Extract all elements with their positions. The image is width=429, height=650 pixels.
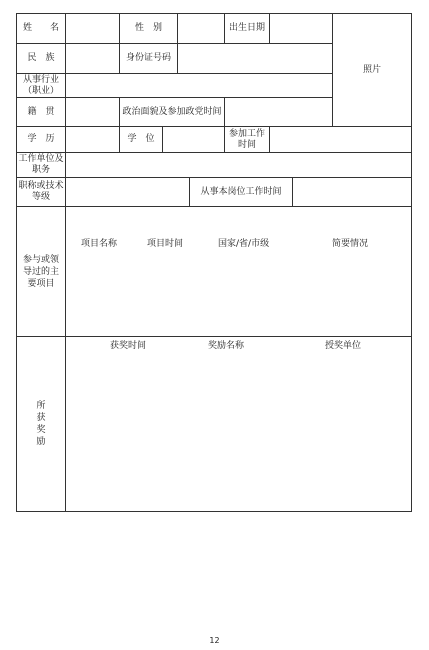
projects-header-level: 国家/省/市级 <box>218 239 270 249</box>
photo-label: 照片 <box>362 64 381 75</box>
political-status-label: 政治面貌及参加政党时间 <box>120 98 225 127</box>
title-value-field[interactable] <box>66 178 190 207</box>
projects-header-summary: 简要情况 <box>332 239 369 249</box>
awards-header-name: 奖励名称 <box>208 341 245 351</box>
education-value-field[interactable] <box>66 127 120 153</box>
projects-header-time: 项目时间 <box>147 239 184 249</box>
awards-side-label: 所获奖励 <box>17 337 66 511</box>
registration-form-table <box>16 13 412 512</box>
employer-value-field[interactable] <box>66 153 411 178</box>
page-number: 12 <box>209 636 220 645</box>
degree-value-field[interactable] <box>163 127 225 153</box>
occupation-value-field[interactable] <box>66 74 333 98</box>
id-number-label: 身份证号码 <box>120 44 178 74</box>
awards-header-time: 获奖时间 <box>110 341 147 351</box>
projects-area[interactable] <box>66 207 411 337</box>
gender-label: 性 别 <box>120 14 178 44</box>
education-label: 学 历 <box>17 127 66 153</box>
id-number-value-field[interactable] <box>178 44 333 74</box>
political-status-value-field[interactable] <box>225 98 333 127</box>
projects-header-name: 项目名称 <box>81 239 118 249</box>
birth-date-label: 出生日期 <box>225 14 270 44</box>
photo-box[interactable] <box>333 14 411 127</box>
work-start-value-field[interactable] <box>270 127 411 153</box>
birth-date-value-field[interactable] <box>270 14 333 44</box>
awards-area[interactable] <box>66 337 411 511</box>
employer-label: 工作单位及职务 <box>17 153 66 178</box>
ethnicity-label: 民 族 <box>17 44 66 74</box>
native-place-label: 籍 贯 <box>17 98 66 127</box>
degree-label: 学 位 <box>120 127 163 153</box>
gender-value-field[interactable] <box>178 14 225 44</box>
post-time-label: 从事本岗位工作时间 <box>190 178 293 207</box>
occupation-label: 从事行业（职业） <box>17 74 66 98</box>
ethnicity-value-field[interactable] <box>66 44 120 74</box>
awards-header-issuer: 授奖单位 <box>325 341 362 351</box>
work-start-label: 参加工作时间 <box>225 127 270 153</box>
native-place-value-field[interactable] <box>66 98 120 127</box>
projects-side-label: 参与或领导过的主要项目 <box>17 207 66 337</box>
name-value-field[interactable] <box>66 14 120 44</box>
title-label: 职称或技术等级 <box>17 178 66 207</box>
name-label: 姓 名 <box>17 14 66 44</box>
post-time-value-field[interactable] <box>293 178 411 207</box>
